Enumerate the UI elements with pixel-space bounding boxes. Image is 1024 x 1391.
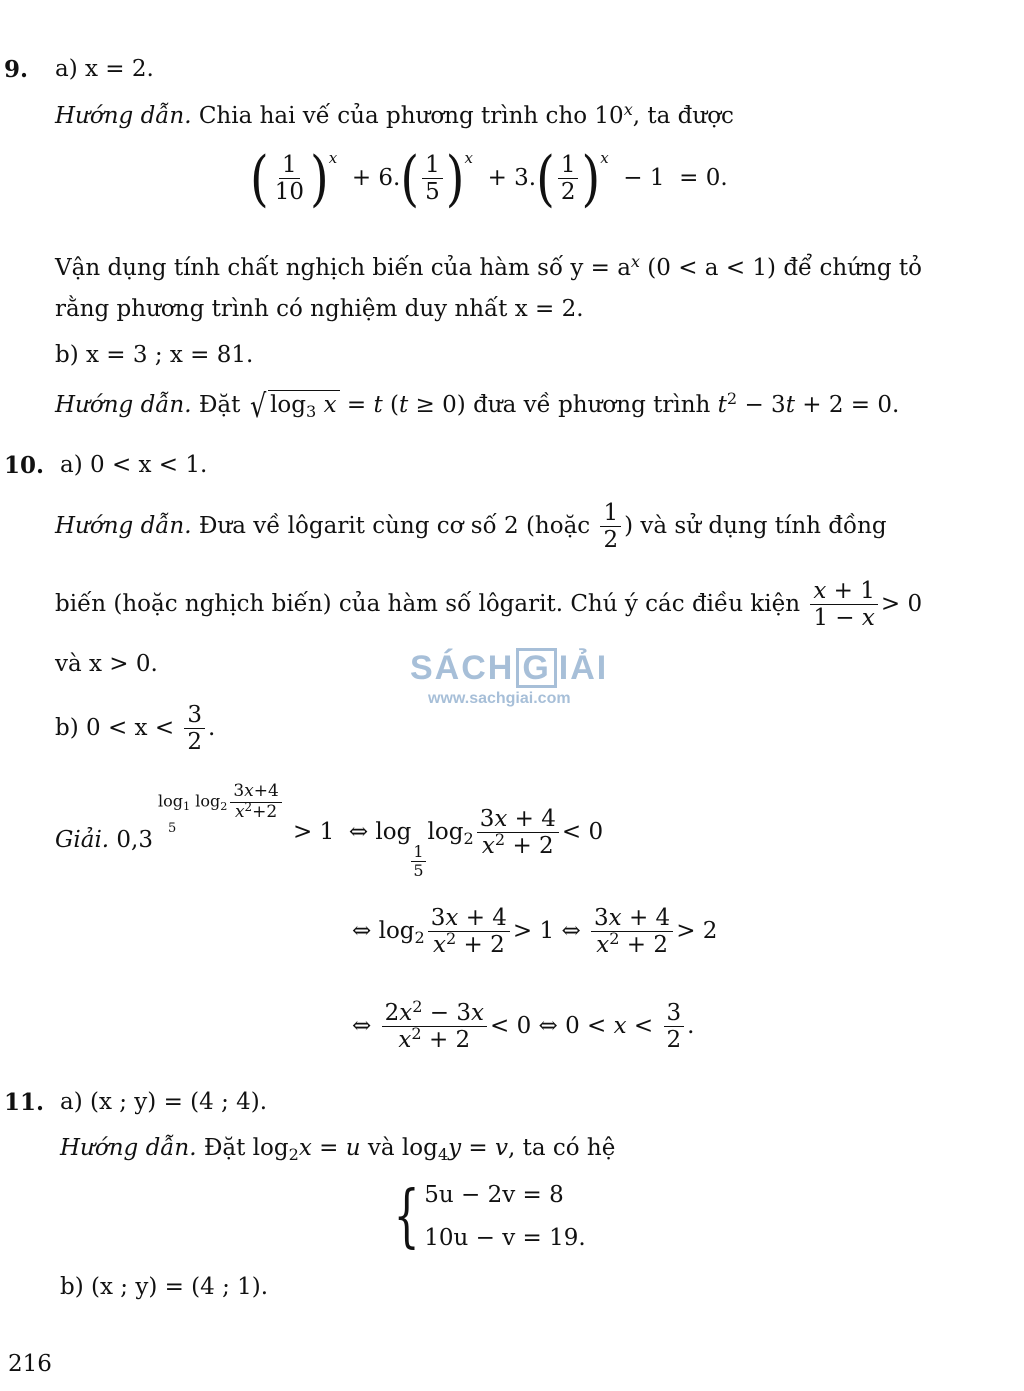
watermark — [410, 648, 608, 708]
problem-9a-answer: a) x = 2. — [55, 56, 154, 82]
problem-11a-answer: a) (x ; y) = (4 ; 4). — [60, 1089, 268, 1115]
problem-11b-answer: b) (x ; y) = (4 ; 1). — [60, 1274, 269, 1300]
solution-10b-step3: ⇔ $\frac{2x^2 - 3x}{x^2 + 2}$ < 0 ⇔ 0 < x < $\frac{3}{2}$ . — [352, 996, 695, 1054]
page-number: 216 — [8, 1351, 52, 1377]
problem-10-number: 10. — [4, 452, 45, 479]
watermark-logo: SÁCH G IẢI — [410, 648, 609, 687]
solution-10b-label: Giải. 0,3 — [55, 827, 153, 853]
problem-9a-hint-line3: rằng phương trình có nghiệm duy nhất x = 2. — [55, 296, 584, 322]
problem-9b-answer: b) x = 3 ; x = 81. — [55, 342, 254, 368]
solution-10b-step1: > 1 ⇔ log $\frac{1}{5}$ $\log_2$ $\frac{3x + 4}{x^2 + 2}$ < 0 — [293, 806, 604, 880]
equation-system-11a: { 5u − 2v = 8 10u − v = 19. — [393, 1176, 586, 1256]
problem-9-number: 9. — [4, 56, 29, 83]
problem-10a-answer: a) 0 < x < 1. — [60, 452, 208, 478]
solution-10b-step2: ⇔ $\log_2$ $\frac{3x + 4}{x^2 + 2}$ > 1 ⇔ $\frac{3x + 4}{x^2 + 2}$ > 2 — [352, 905, 718, 959]
problem-10a-hint: Hướng dẫn. Đưa về lôgarit cùng cơ số 2 (hoặc $\frac{1}{2}$ ) và sử dụng tính đồng — [55, 500, 887, 554]
problem-11-number: 11. — [4, 1089, 45, 1116]
solution-10b-exponent-base: 5 — [168, 821, 177, 836]
problem-9b-hint: Hướng dẫn. Đặt √ $\log_3 x$ = t (t ≥ 0) đưa về phương trình $t^2 - 3t + 2 = 0$. — [55, 387, 900, 425]
equation-9a: ( $\frac{1}{10}$ )$^x$ + 6.( $\frac{1}{5}$ )$^x$ + 3.( $\frac{1}{2}$ )$^x$ − 1 = 0. — [250, 143, 728, 214]
solution-10b-exponent: $\log_1 \log_2$ $\frac{3x+4}{x^2+2}$ — [158, 782, 285, 822]
problem-11a-hint: Hướng dẫn. Đặt $\log_2x = u$ và $\log_4y = v$, ta có hệ — [60, 1135, 616, 1164]
problem-10a-hint-line2: biến (hoặc nghịch biến) của hàm số lôgarit. Chú ý các điều kiện $\frac{x + 1}{1 - x}$ > 0 — [55, 578, 923, 632]
problem-9a-hint: Hướng dẫn. Chia hai vế của phương trình cho 10$^x$, ta được — [55, 99, 734, 129]
problem-10a-hint-line3: và x > 0. — [55, 651, 158, 677]
problem-10b-answer: b) 0 < x < $\frac{3}{2}$ . — [55, 702, 216, 756]
problem-9a-hint-line2: Vận dụng tính chất nghịch biến của hàm số $y = a^x$ (0 < a < 1) để chứng tỏ — [55, 251, 922, 281]
watermark-url: www.sachgiai.com — [428, 690, 571, 707]
